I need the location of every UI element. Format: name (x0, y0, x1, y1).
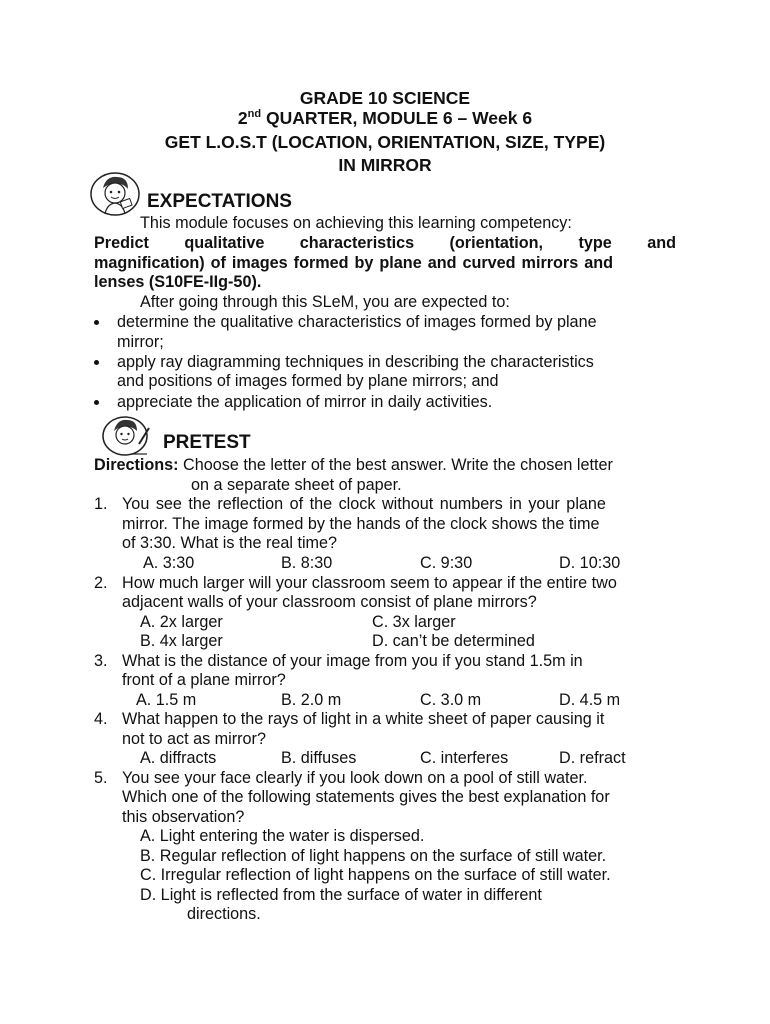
expectations-after: After going through this SLeM, you are expected to: (140, 293, 510, 311)
competency-line-2: magnification) of images formed by plane and curved mirrors and (94, 254, 614, 272)
question-5-line-1: You see your face clearly if you look down on a pool of still water. (122, 769, 588, 787)
question-1-option-a: A. 3:30 (143, 554, 195, 572)
student-writing-mascot-icon (101, 414, 153, 458)
question-4-line-1: What happen to the rays of light in a white sheet of paper causing it (122, 710, 605, 728)
question-4-option-a: A. diffracts (140, 749, 217, 767)
bullet-dot (94, 360, 99, 365)
bullet-dot (94, 320, 99, 325)
question-5-line-3: this observation? (122, 808, 245, 826)
pretest-directions-line-2: on a separate sheet of paper. (191, 476, 402, 494)
question-4-option-d: D. refract (559, 749, 626, 767)
question-1-option-d: D. 10:30 (559, 554, 621, 572)
expectations-intro: This module focuses on achieving this learning competency: (140, 214, 572, 232)
pretest-directions-line-1: Directions: Choose the letter of the best answer. Write the chosen letter (94, 456, 613, 474)
question-5-line-2: Which one of the following statements gives the best explanation for (122, 788, 610, 806)
competency-line-1: Predict qualitative characteristics (orientation, type and (94, 234, 676, 252)
question-4-line-2: not to act as mirror? (122, 730, 266, 748)
question-4-option-b: B. diffuses (281, 749, 357, 767)
question-2-option-b: B. 4x larger (140, 632, 223, 650)
title-quarter: 2nd QUARTER, MODULE 6 – Week 6 (237, 108, 533, 128)
question-1-option-c: C. 9:30 (420, 554, 473, 572)
question-2-option-d: D. can’t be determined (372, 632, 535, 650)
question-4-option-c: C. interferes (420, 749, 509, 767)
question-5-option-b: B. Regular reflection of light happens on the surface of still water. (140, 847, 607, 865)
question-5-option-d: D. Light is reflected from the surface of water in different (140, 886, 542, 904)
bullet-dot (94, 400, 99, 405)
question-2-line-2: adjacent walls of your classroom consist of plane mirrors? (122, 593, 537, 611)
question-number: 2. (94, 574, 108, 592)
title-mirror: IN MIRROR (338, 155, 432, 175)
question-2-option-c: C. 3x larger (372, 613, 456, 631)
bullet-1-line-1: determine the qualitative characteristics of images formed by plane (117, 313, 597, 331)
bullet-3-line-1: appreciate the application of mirror in daily activities. (117, 393, 493, 411)
question-5-option-a: A. Light entering the water is dispersed. (140, 827, 425, 845)
question-5-option-d-continuation: directions. (187, 905, 261, 923)
question-2-line-1: How much larger will your classroom seem to appear if the entire two (122, 574, 617, 592)
bullet-2-line-2: and positions of images formed by plane mirrors; and (117, 372, 499, 390)
expectations-heading: EXPECTATIONS (147, 191, 292, 212)
question-1-line-1: You see the reflection of the clock without numbers in your plane (122, 495, 606, 513)
question-3-option-a: A. 1.5 m (136, 691, 197, 709)
question-number: 3. (94, 652, 108, 670)
question-3-option-c: C. 3.0 m (420, 691, 482, 709)
question-number: 1. (94, 495, 108, 513)
question-number: 5. (94, 769, 108, 787)
bullet-1-line-2: mirror; (117, 333, 164, 351)
title-grade: GRADE 10 SCIENCE (299, 88, 471, 108)
bullet-2-line-1: apply ray diagramming techniques in describing the characteristics (117, 353, 594, 371)
question-number: 4. (94, 710, 108, 728)
question-3-option-d: D. 4.5 m (559, 691, 621, 709)
question-1-option-b: B. 8:30 (281, 554, 333, 572)
question-3-line-2: front of a plane mirror? (122, 671, 286, 689)
competency-line-3: lenses (S10FE-IIg-50). (94, 273, 262, 291)
question-1-line-2: mirror. The image formed by the hands of the clock shows the time (122, 515, 600, 533)
question-1-line-3: of 3:30. What is the real time? (122, 534, 338, 552)
question-2-option-a: A. 2x larger (140, 613, 223, 631)
question-3-line-1: What is the distance of your image from you if you stand 1.5m in (122, 652, 583, 670)
title-topic: GET L.O.S.T (LOCATION, ORIENTATION, SIZE, TYPE) (164, 132, 606, 152)
pretest-heading: PRETEST (163, 432, 251, 453)
student-mascot-icon (89, 170, 141, 218)
question-3-option-b: B. 2.0 m (281, 691, 342, 709)
question-5-option-c: C. Irregular reflection of light happens on the surface of still water. (140, 866, 611, 884)
